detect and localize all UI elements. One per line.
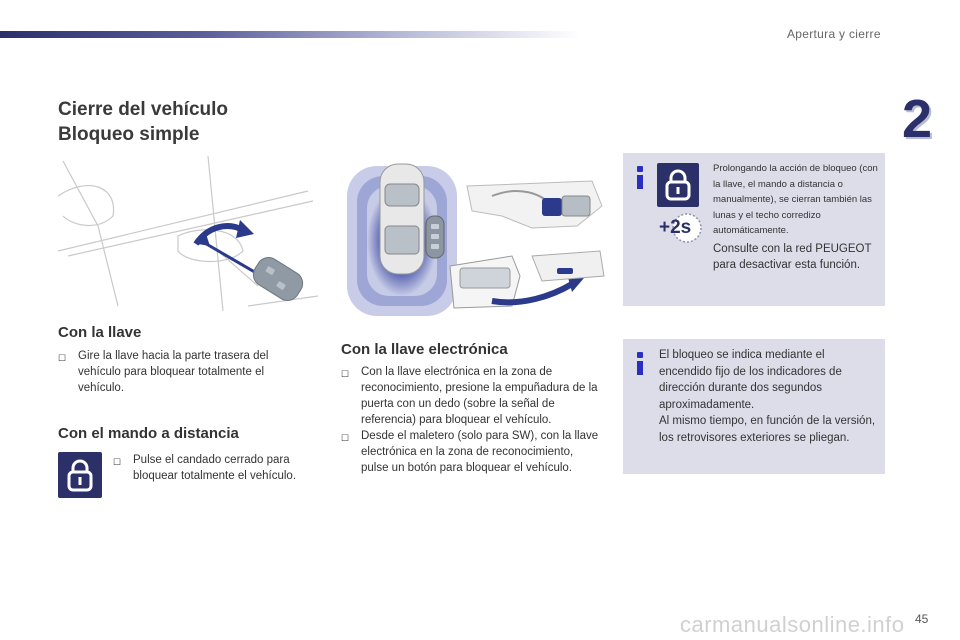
bullet-square-icon: ☐: [113, 457, 122, 467]
key-instruction: [58, 348, 308, 396]
remote-heading: Con el mando a distancia: [58, 425, 239, 442]
remote-lock-tile: [58, 452, 102, 498]
timer-label: +2s: [659, 217, 692, 238]
electronic-key-item: [341, 364, 603, 428]
page-title-line2: Bloqueo simple: [58, 124, 200, 145]
key-instruction-text: Gire la llave hacia la parte trasera del vehículo para bloquear totalmente el vehículo.: [78, 350, 269, 394]
electronic-key-item-text: Con la llave electrónica en la zona de reconocimiento, presione la empuñadura de la puerta con un dedo (sobre la señal de referencia) para bloquear el vehículo.: [361, 366, 598, 426]
electronic-key-instructions: [341, 364, 603, 476]
key-heading: Con la llave: [58, 324, 142, 341]
info-box-1-small-text: Prolongando la acción de bloqueo (con la llave, el mando a distancia o manualmente), se cierran también las lunas y el techo corredizo automáticamente.: [713, 163, 878, 236]
info-box-2-text: El bloqueo se indica mediante el encendido fijo de los indicadores de dirección durante dos segundos aproximadamente. Al mismo tiempo, en función de la versión, los retrovisores exteriores se pliegan.: [659, 349, 876, 444]
remote-instruction-text: Pulse el candado cerrado para bloquear totalmente el vehículo.: [133, 454, 297, 482]
electronic-key-item-text: Desde el maletero (solo para SW), con la llave electrónica en la zona de reconocimiento, pulse un botón para bloquear el vehículo.: [361, 430, 599, 474]
bullet-square-icon: ☐: [341, 369, 350, 379]
info-box-1-main-text: Consulte con la red PEUGEOT para desactivar esta función.: [713, 243, 872, 271]
padlock-closed-icon: [657, 163, 699, 207]
info-icon: [637, 352, 643, 375]
info-box-window-closing: [623, 153, 885, 306]
page-title-line1: Cierre del vehículo: [58, 99, 229, 120]
info-box-indicator: [623, 339, 885, 474]
bullet-square-icon: ☐: [341, 433, 350, 443]
door-key-illustration: [58, 156, 320, 316]
watermark: carmanualsonline.info: [680, 612, 905, 637]
remote-instruction: [113, 452, 313, 484]
info-lock-tile: [657, 163, 699, 207]
header-gradient-bar: [0, 31, 580, 38]
page-title: [58, 97, 228, 147]
page-number: 45: [915, 612, 929, 626]
info-icon: [637, 166, 643, 189]
padlock-closed-icon: [58, 452, 102, 498]
electronic-key-heading: Con la llave electrónica: [341, 341, 508, 358]
bullet-square-icon: ☐: [58, 353, 67, 363]
electronic-key-illustration: [342, 156, 606, 316]
chapter-number: 2: [902, 89, 933, 149]
electronic-key-item: [341, 428, 603, 476]
section-header: Apertura y cierre: [787, 27, 881, 41]
